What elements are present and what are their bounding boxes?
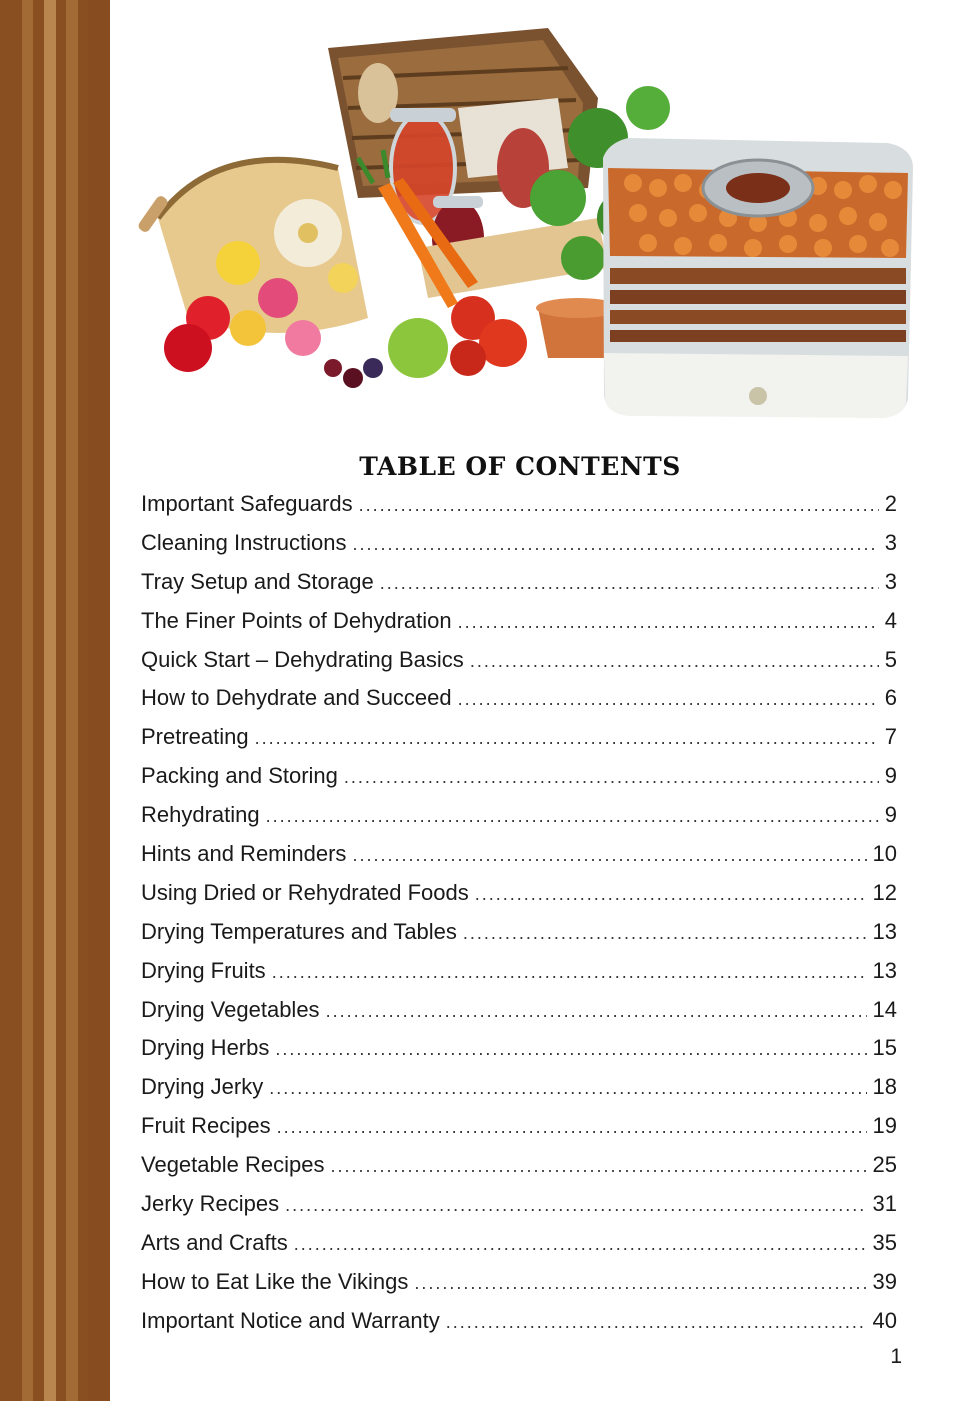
toc-entry-label: The Finer Points of Dehydration (141, 607, 452, 633)
toc-entry-page: 7 (884, 724, 897, 750)
toc-entry-page: 9 (884, 802, 897, 828)
toc-dot-leader (463, 923, 867, 944)
toc-entry[interactable] (141, 763, 897, 802)
toc-dot-leader (269, 1078, 866, 1099)
toc-entry-label: Jerky Recipes (141, 1191, 280, 1217)
toc-entry[interactable] (141, 919, 897, 958)
toc-entry-label: Drying Vegetables (141, 996, 320, 1022)
toc-dot-leader (458, 612, 879, 633)
toc-dot-leader (352, 845, 866, 866)
toc-dot-leader (414, 1273, 866, 1294)
toc-entry-page: 39 (872, 1268, 897, 1294)
toc-entry[interactable] (141, 1074, 897, 1113)
flower-bucket (137, 160, 368, 372)
toc-entry[interactable] (141, 724, 897, 763)
toc-dot-leader (277, 1117, 867, 1138)
toc-entry-label: Cleaning Instructions (141, 529, 347, 555)
toc-entry-label: Important Safeguards (141, 491, 353, 516)
toc-dot-leader (326, 1001, 867, 1022)
toc-dot-leader (275, 1039, 866, 1060)
toc-entry-label: Rehydrating (141, 802, 260, 828)
toc-entry[interactable] (141, 880, 897, 919)
toc-entry-label: How to Eat Like the Vikings (141, 1268, 409, 1294)
toc-entry-page: 14 (872, 996, 897, 1022)
toc-dot-leader (475, 884, 867, 905)
toc-dot-leader (294, 1234, 867, 1255)
decorative-stripe-band (0, 0, 110, 1401)
toc-entry[interactable] (141, 802, 897, 841)
green-apple (388, 318, 448, 378)
toc-entry-page: 35 (872, 1229, 897, 1255)
toc-entry-label: Using Dried or Rehydrated Foods (141, 879, 469, 905)
toc-entry[interactable] (141, 1035, 897, 1074)
toc-entry-label: Important Notice and Warranty (141, 1307, 440, 1333)
toc-entry[interactable] (141, 647, 897, 686)
toc-entry-label: How to Dehydrate and Succeed (141, 685, 452, 711)
toc-entry-label: Hints and Reminders (141, 841, 347, 867)
toc-dot-leader (330, 1156, 866, 1177)
toc-dot-leader (285, 1195, 866, 1216)
toc-entry-page: 6 (884, 685, 897, 711)
toc-entry-label: Drying Jerky (141, 1074, 264, 1100)
toc-entry[interactable] (141, 530, 897, 569)
page-number: 1 (890, 1345, 902, 1368)
toc-dot-leader (458, 689, 879, 710)
toc-entry[interactable] (141, 685, 897, 724)
toc-entry-page: 18 (872, 1074, 897, 1100)
toc-entry-label: Vegetable Recipes (141, 1152, 325, 1178)
toc-entry[interactable] (141, 608, 897, 647)
toc-entry-label: Pretreating (141, 724, 249, 750)
hero-image (128, 18, 928, 438)
toc-entry-page: 2 (884, 491, 897, 516)
toc-entry-page: 25 (872, 1152, 897, 1178)
toc-entry[interactable] (141, 1191, 897, 1230)
toc-entry[interactable] (141, 841, 897, 880)
toc-entry[interactable] (141, 1308, 897, 1347)
toc-entry-page: 15 (872, 1035, 897, 1061)
toc-entry-page: 4 (884, 607, 897, 633)
toc-entry[interactable] (141, 1269, 897, 1308)
toc-entry-label: Drying Fruits (141, 957, 266, 983)
toc-entry[interactable] (141, 1113, 897, 1152)
toc-entry-page: 40 (872, 1307, 897, 1333)
toc-entry[interactable] (141, 1230, 897, 1269)
toc-entry[interactable] (141, 958, 897, 997)
toc-entry[interactable] (141, 1152, 897, 1191)
page-title: TABLE OF CONTENTS (359, 452, 681, 481)
toc-entry-label: Fruit Recipes (141, 1113, 271, 1139)
toc-entry-label: Drying Herbs (141, 1035, 270, 1061)
toc-dot-leader (352, 534, 878, 555)
toc-dot-leader (266, 806, 879, 827)
toc-entry-page: 12 (872, 879, 897, 905)
toc-entry-page: 19 (872, 1113, 897, 1139)
toc-dot-leader (380, 573, 879, 594)
toc-dot-leader (344, 767, 879, 788)
table-of-contents (141, 491, 897, 1347)
toc-entry-page: 5 (884, 646, 897, 672)
toc-entry-label: Arts and Crafts (141, 1229, 288, 1255)
toc-entry-label: Tray Setup and Storage (141, 568, 374, 594)
toc-entry-page: 9 (884, 763, 897, 789)
toc-entry-label: Packing and Storing (141, 763, 338, 789)
toc-entry-label: Quick Start – Dehydrating Basics (141, 646, 464, 672)
toc-entry[interactable] (141, 491, 897, 530)
toc-entry-page: 13 (872, 957, 897, 983)
toc-dot-leader (272, 962, 867, 983)
toc-entry-page: 3 (884, 529, 897, 555)
toc-entry[interactable] (141, 569, 897, 608)
toc-entry[interactable] (141, 997, 897, 1036)
toc-entry-page: 3 (884, 568, 897, 594)
toc-entry-page: 10 (872, 841, 897, 867)
toc-dot-leader (446, 1312, 867, 1333)
toc-entry-page: 13 (872, 918, 897, 944)
food-dehydrator (603, 138, 913, 418)
toc-entry-label: Drying Temperatures and Tables (141, 918, 457, 944)
toc-dot-leader (470, 651, 879, 672)
toc-entry-page: 31 (872, 1191, 897, 1217)
toc-dot-leader (255, 728, 879, 749)
toc-dot-leader (359, 495, 879, 516)
